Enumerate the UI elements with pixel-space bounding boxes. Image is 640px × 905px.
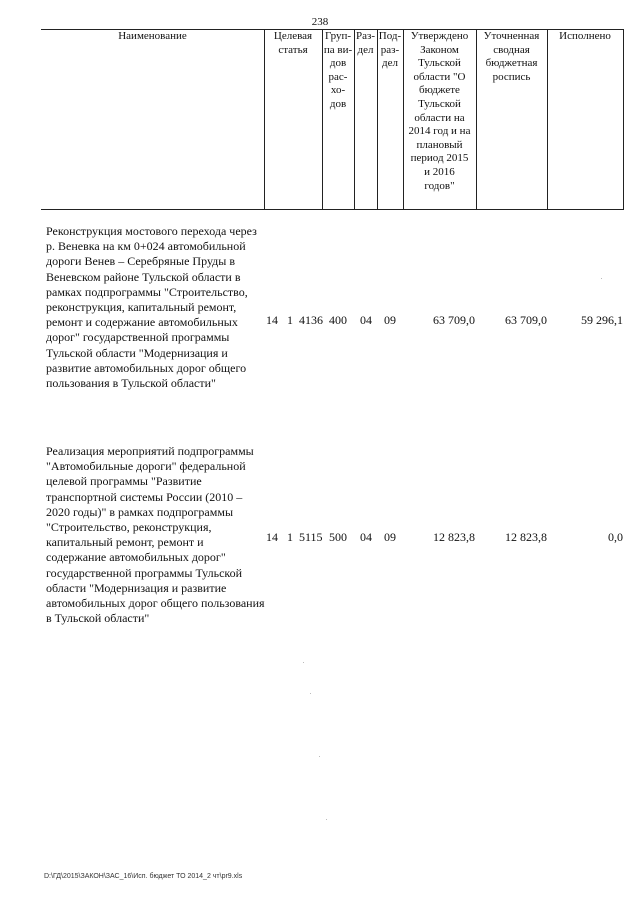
subsection: 09 bbox=[384, 530, 396, 544]
header-line: Законом bbox=[420, 43, 459, 56]
subsection: 09 bbox=[384, 313, 396, 327]
header-line: Под- bbox=[378, 30, 402, 42]
header-expense-group bbox=[322, 29, 354, 210]
row-name: Реализация мероприятий подпрограммы "Автомобильные дороги" федеральной целевой программы "Развитие транспортной системы России (2010 – 2020 годы)" в рамках подпрограммы "Строительство, реконструкция, капитальный ремонт, ремонт и содержание автомобильных дорог" государственной программы Тульской области "Модернизация и развитие автомобильных дорог общего пользования в Тульской области" bbox=[46, 444, 265, 626]
code-b: 1 bbox=[287, 530, 293, 544]
header-line: раз- bbox=[380, 43, 400, 56]
code-c: 4136 bbox=[299, 313, 323, 327]
header-line: па ви- bbox=[323, 43, 353, 56]
file-path-footer: D:\ГД\2015\ЗАКОН\ЗАС_16\Исп. бюджет ТО 2014_2 чт\pr9.xls bbox=[44, 873, 243, 880]
header-line: Целевая bbox=[273, 30, 313, 42]
col-divider bbox=[623, 29, 624, 210]
header-line: Утверждено bbox=[410, 30, 469, 42]
header-line: Груп- bbox=[324, 30, 352, 42]
header-approved bbox=[403, 29, 476, 210]
header-line: хо- bbox=[330, 84, 346, 97]
code-c: 5115 bbox=[299, 530, 323, 544]
executed-amount: 59 296,1 bbox=[581, 313, 623, 327]
scan-speck bbox=[319, 756, 320, 757]
code-a: 14 bbox=[266, 313, 278, 327]
header-line: дов bbox=[329, 57, 347, 70]
header-line: области на bbox=[414, 111, 465, 124]
executed-amount: 0,0 bbox=[608, 530, 623, 544]
approved-amount: 12 823,8 bbox=[433, 530, 475, 544]
header-line: бюджете bbox=[419, 84, 460, 97]
header-subsection bbox=[377, 29, 403, 210]
header-line: дел bbox=[357, 43, 374, 56]
header-line: статья bbox=[278, 43, 308, 56]
section: 04 bbox=[360, 313, 372, 327]
header-name bbox=[41, 29, 264, 210]
header-refined bbox=[476, 29, 547, 210]
header-line: Тульской bbox=[418, 57, 461, 70]
header-target-article bbox=[264, 29, 322, 210]
header-line: дел bbox=[382, 57, 398, 70]
scan-speck bbox=[310, 693, 311, 694]
expense-group: 500 bbox=[329, 530, 347, 544]
section: 04 bbox=[360, 530, 372, 544]
header-line: Тульской bbox=[418, 97, 461, 110]
header-line: роспись bbox=[492, 70, 531, 83]
scan-speck bbox=[601, 278, 602, 279]
header-line: области "О bbox=[413, 70, 466, 83]
header-line: Исполнено bbox=[559, 30, 611, 42]
approved-amount: 63 709,0 bbox=[433, 313, 475, 327]
header-line: бюджетная bbox=[485, 57, 538, 70]
header-section bbox=[354, 29, 377, 210]
header-line: 2014 год и на bbox=[408, 125, 471, 138]
header-name-text: Наименование bbox=[118, 30, 187, 42]
code-b: 1 bbox=[287, 313, 293, 327]
header-line: годов" bbox=[424, 179, 455, 192]
refined-amount: 63 709,0 bbox=[505, 313, 547, 327]
header-line: сводная bbox=[493, 43, 530, 56]
header-line: Раз- bbox=[355, 30, 375, 42]
refined-amount: 12 823,8 bbox=[505, 530, 547, 544]
scan-speck bbox=[303, 662, 304, 663]
header-line: и 2016 bbox=[424, 165, 455, 178]
header-line: период 2015 bbox=[410, 152, 469, 165]
row-name: Реконструкция мостового перехода через р. Веневка на км 0+024 автомобильной дороги Венев – Серебряные Пруды в Веневском районе Тульской области в рамках подпрограммы "Строительство, реконструкция, капитальный ремонт, ремонт и содержание автомобильных дорог" государственной программы Тульской области "Модернизация и развитие автомобильных дорог общего пользования в Тульской области" bbox=[46, 224, 257, 391]
header-executed bbox=[547, 29, 623, 210]
header-line: дов bbox=[329, 97, 347, 110]
page-number: 238 bbox=[311, 16, 329, 28]
header-line: плановый bbox=[416, 138, 463, 151]
code-a: 14 bbox=[266, 530, 278, 544]
header-line: Уточненная bbox=[483, 30, 540, 42]
expense-group: 400 bbox=[329, 313, 347, 327]
scan-speck bbox=[326, 819, 327, 820]
header-line: рас- bbox=[328, 70, 348, 83]
